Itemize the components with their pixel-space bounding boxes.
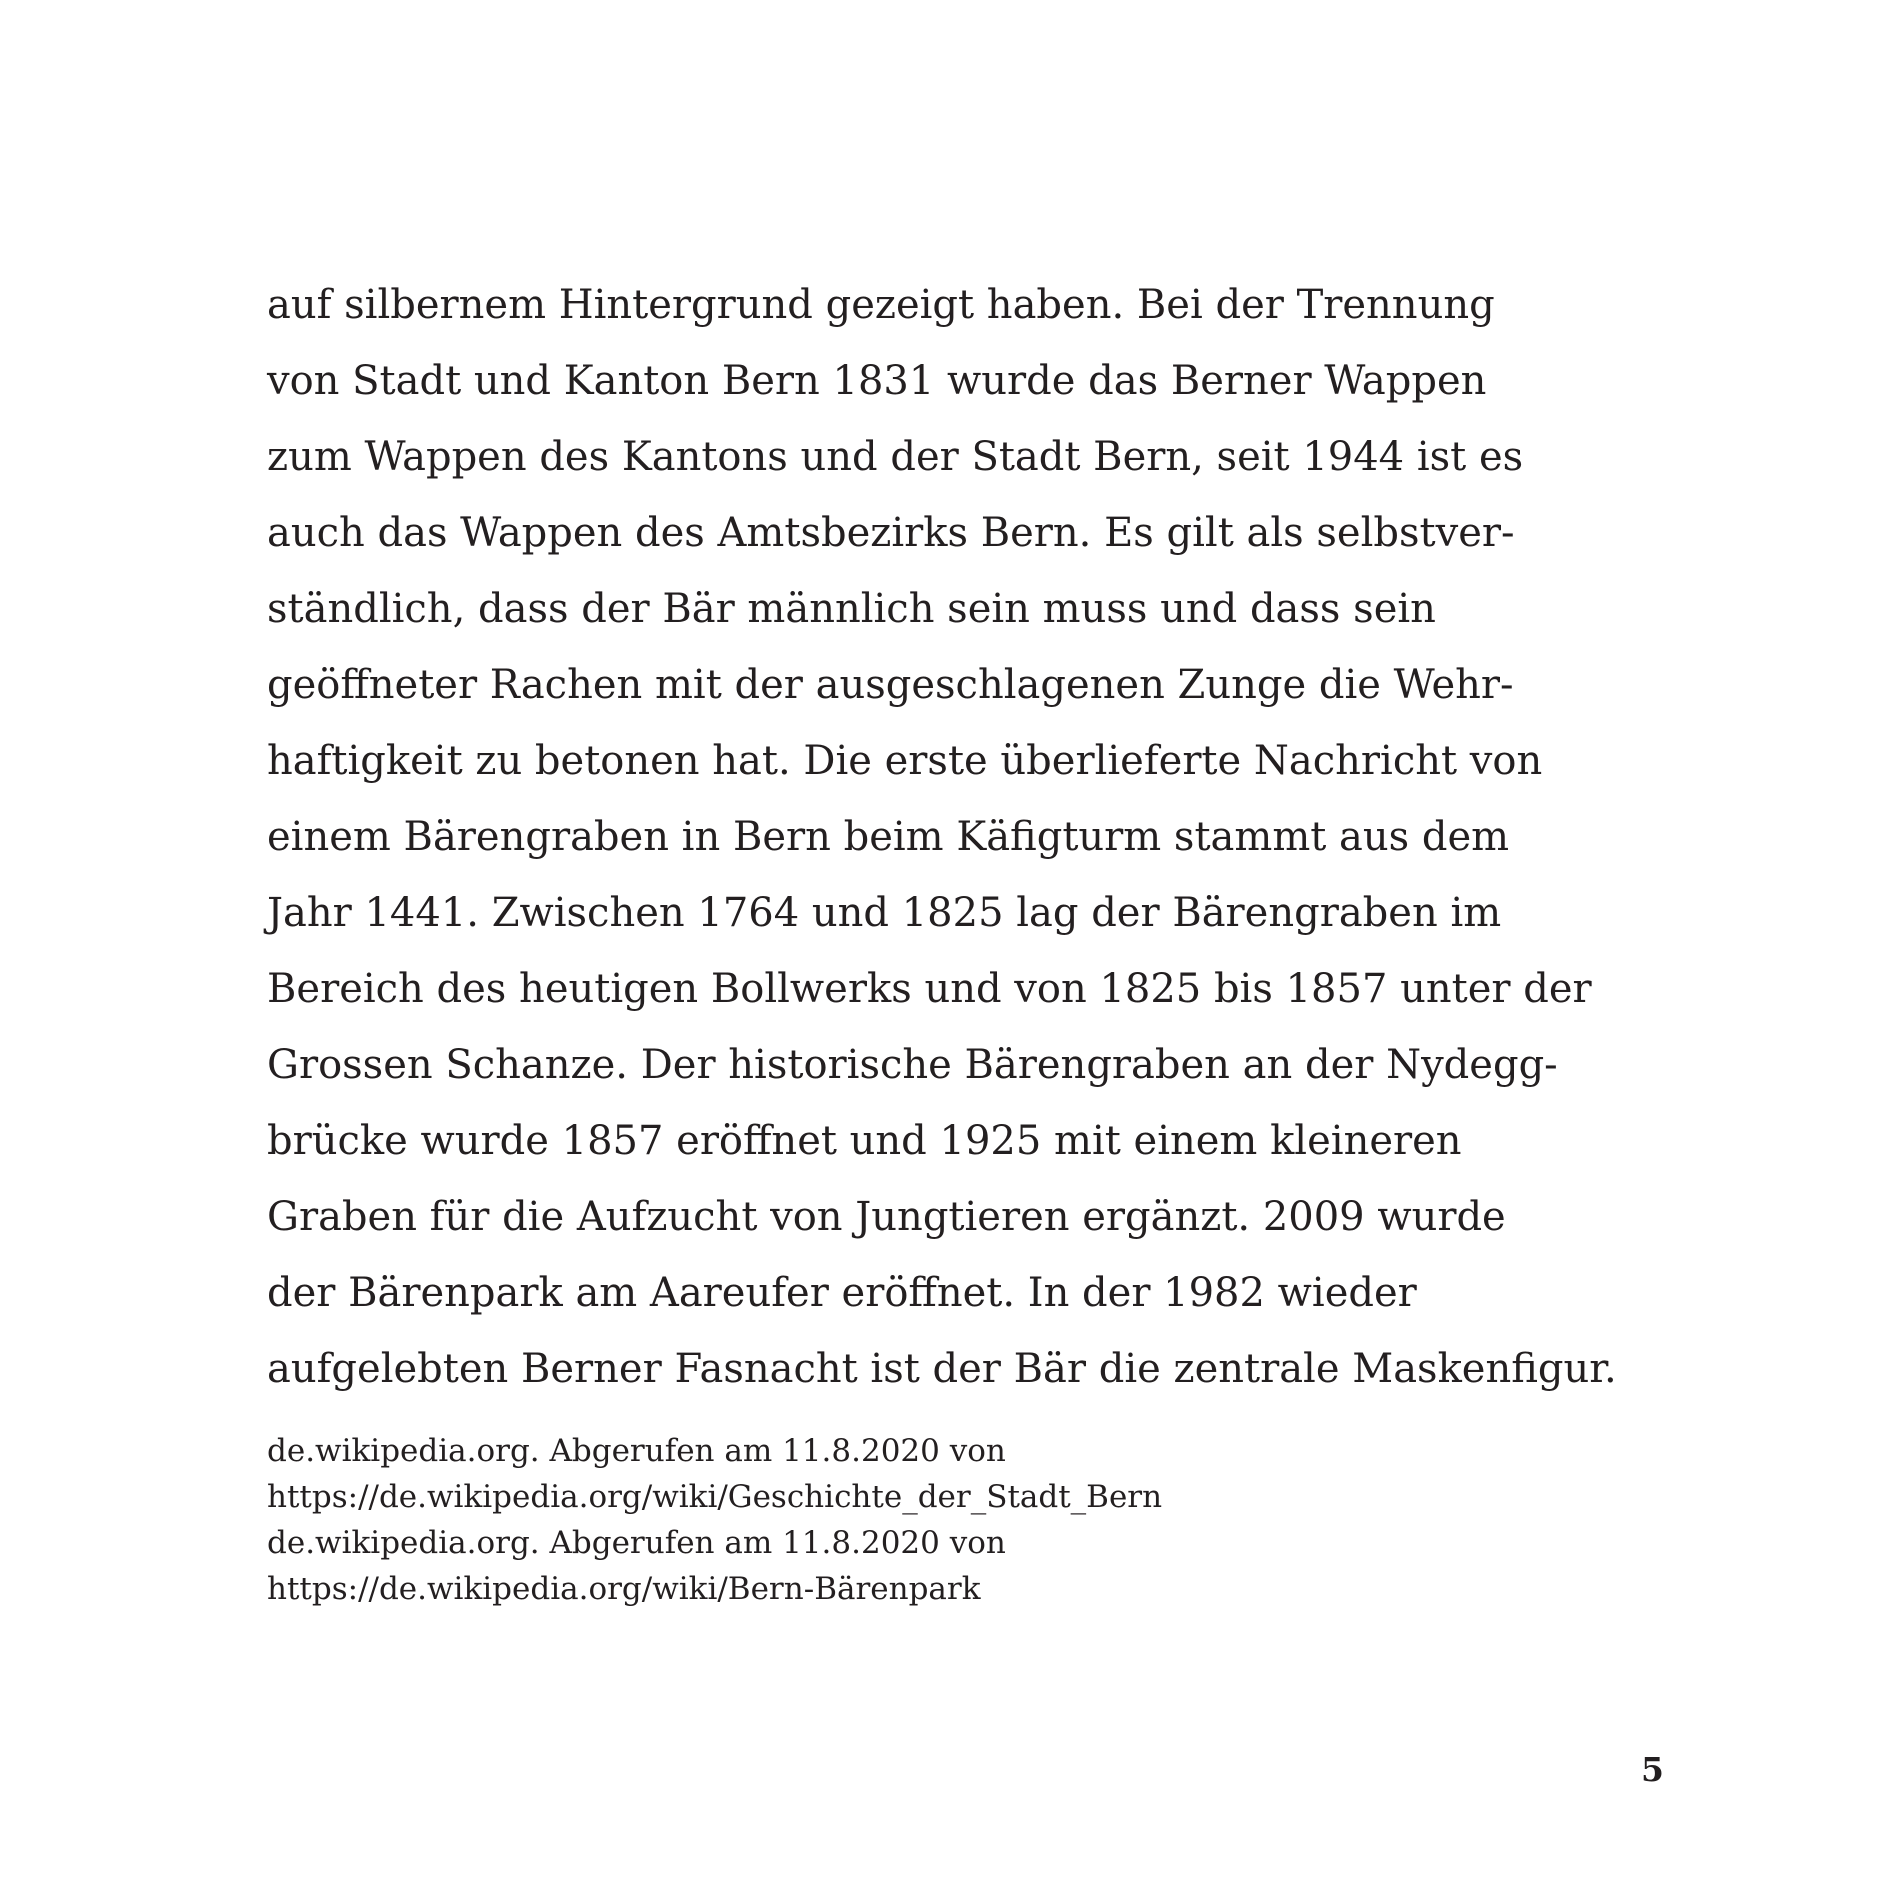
body-line: der Bärenpark am Aareufer eröffnet. In der 1982 wieder <box>267 1270 1417 1316</box>
body-line: auch das Wappen des Amtsbezirks Bern. Es gilt als selbstver- <box>267 510 1515 556</box>
body-line: aufgelebten Berner Fasnacht ist der Bär die zentrale Maskenfigur. <box>267 1346 1617 1392</box>
body-line: Jahr 1441. Zwischen 1764 und 1825 lag der Bärengraben im <box>267 890 1502 936</box>
body-line: ständlich, dass der Bär männlich sein muss und dass sein <box>267 586 1436 632</box>
body-line: von Stadt und Kanton Bern 1831 wurde das Berner Wappen <box>267 358 1487 404</box>
source-url: https://de.wikipedia.org/wiki/Bern-Bärenpark <box>267 1571 981 1607</box>
source-url: https://de.wikipedia.org/wiki/Geschichte_der_Stadt_Bern <box>267 1479 1163 1515</box>
body-paragraph <box>267 267 1667 1407</box>
source-citation: de.wikipedia.org. Abgerufen am 11.8.2020 von <box>267 1525 1006 1561</box>
body-line: brücke wurde 1857 eröffnet und 1925 mit einem kleineren <box>267 1118 1462 1164</box>
body-line: zum Wappen des Kantons und der Stadt Bern, seit 1944 ist es <box>267 434 1524 480</box>
body-line: Graben für die Aufzucht von Jungtieren ergänzt. 2009 wurde <box>267 1194 1506 1240</box>
body-line: auf silbernem Hintergrund gezeigt haben. Bei der Trennung <box>267 282 1495 328</box>
page-number: 5 <box>1641 1750 1664 1789</box>
source-references <box>267 1428 1467 1612</box>
body-line: geöffneter Rachen mit der ausgeschlagenen Zunge die Wehr- <box>267 662 1514 708</box>
body-line: Bereich des heutigen Bollwerks und von 1825 bis 1857 unter der <box>267 966 1592 1012</box>
body-line: haftigkeit zu betonen hat. Die erste überlieferte Nachricht von <box>267 738 1543 784</box>
body-line: Grossen Schanze. Der historische Bärengraben an der Nydegg- <box>267 1042 1558 1088</box>
source-citation: de.wikipedia.org. Abgerufen am 11.8.2020 von <box>267 1433 1006 1469</box>
body-line: einem Bärengraben in Bern beim Käfigturm stammt aus dem <box>267 814 1510 860</box>
